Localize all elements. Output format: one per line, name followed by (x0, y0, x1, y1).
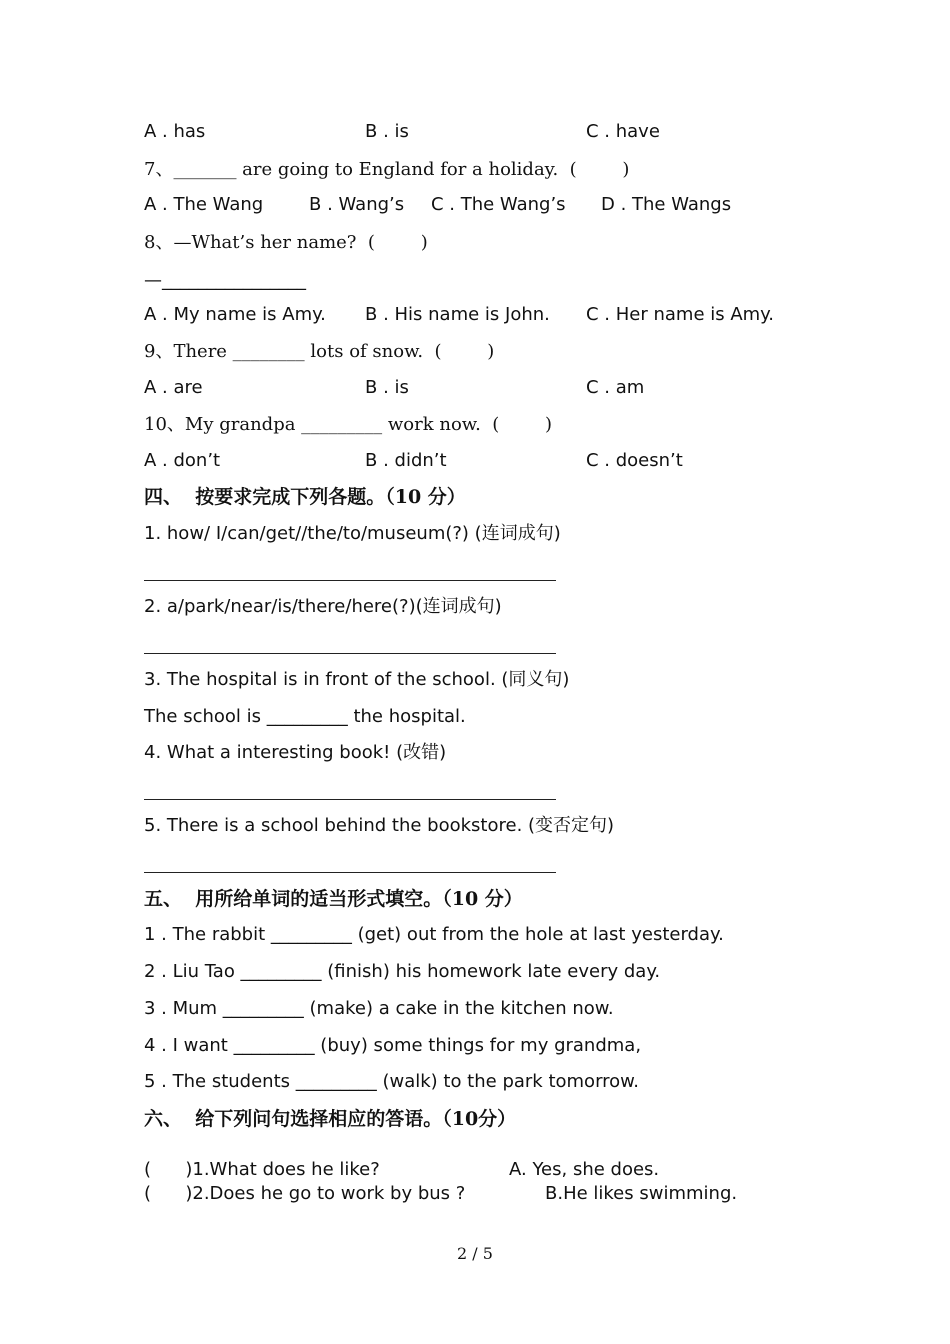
section-4-item-3-blank: The school is _________ the hospital. (144, 706, 466, 727)
q6-option-b: B . is (365, 121, 409, 142)
section-6-title: 六、 给下列问句选择相应的答语。（10分） (144, 1108, 517, 1130)
q8-option-a: A . My name is Amy. (144, 304, 326, 325)
section-6-answer-a: A. Yes, she does. (509, 1159, 660, 1180)
answer-rule-2 (144, 653, 556, 654)
section-4-item-3: 3. The hospital is in front of the school. (同义句) (144, 669, 570, 690)
q9-option-b: B . is (365, 377, 409, 398)
section-6-question-2: ( )2.Does he go to work by bus ? (144, 1183, 466, 1204)
q7-option-c: C . The Wang’s (431, 194, 566, 215)
section-5-item-1: 1 . The rabbit _________ (get) out from the hole at last yesterday. (144, 924, 724, 945)
answer-rule-4 (144, 799, 556, 800)
section-4-item-2: 2. a/park/near/is/there/here(?)(连词成句) (144, 596, 502, 617)
q6-option-a: A . has (144, 121, 206, 142)
q8-option-c: C . Her name is Amy. (586, 304, 774, 325)
q10-option-c: C . doesn’t (586, 450, 683, 471)
section-4-item-5: 5. There is a school behind the bookstore. (变否定句) (144, 815, 615, 836)
q10-option-a: A . don’t (144, 450, 221, 471)
section-5-item-3: 3 . Mum _________ (make) a cake in the kitchen now. (144, 998, 614, 1019)
q7-option-b: B . Wang’s (309, 194, 405, 215)
section-4-item-4: 4. What a interesting book! (改错) (144, 742, 447, 763)
q9-option-c: C . am (586, 377, 645, 398)
q7-option-a: A . The Wang (144, 194, 264, 215)
q10-option-b: B . didn’t (365, 450, 447, 471)
section-5-item-2: 2 . Liu Tao _________ (finish) his homework late every day. (144, 961, 661, 982)
section-5-title: 五、 用所给单词的适当形式填空。（10 分） (144, 888, 523, 910)
q9-option-a: A . are (144, 377, 203, 398)
answer-rule-5 (144, 872, 556, 873)
page-number: 2 / 5 (457, 1244, 493, 1263)
q10-stem: 10、My grandpa _________ work now. ( ) (144, 414, 553, 435)
q8-stem: 8、—What’s her name? ( ) (144, 232, 428, 253)
q9-stem: 9、There ________ lots of snow. ( ) (144, 341, 495, 362)
section-6-answer-b: B.He likes swimming. (545, 1183, 738, 1204)
q8-option-b: B . His name is John. (365, 304, 550, 325)
section-5-item-4: 4 . I want _________ (buy) some things for my grandma, (144, 1035, 642, 1056)
section-6-question-1: ( )1.What does he like? (144, 1159, 380, 1180)
q8-answer-line: —________________ (144, 270, 306, 291)
q6-option-c: C . have (586, 121, 660, 142)
section-5-item-5: 5 . The students _________ (walk) to the park tomorrow. (144, 1071, 639, 1092)
answer-rule-1 (144, 580, 556, 581)
section-4-item-1: 1. how/ I/can/get//the/to/museum(?) (连词成句) (144, 523, 561, 544)
q7-option-d: D . The Wangs (601, 194, 732, 215)
section-4-title: 四、 按要求完成下列各题。（10 分） (144, 486, 466, 508)
q7-stem: 7、_______ are going to England for a holiday. ( ) (144, 159, 630, 180)
